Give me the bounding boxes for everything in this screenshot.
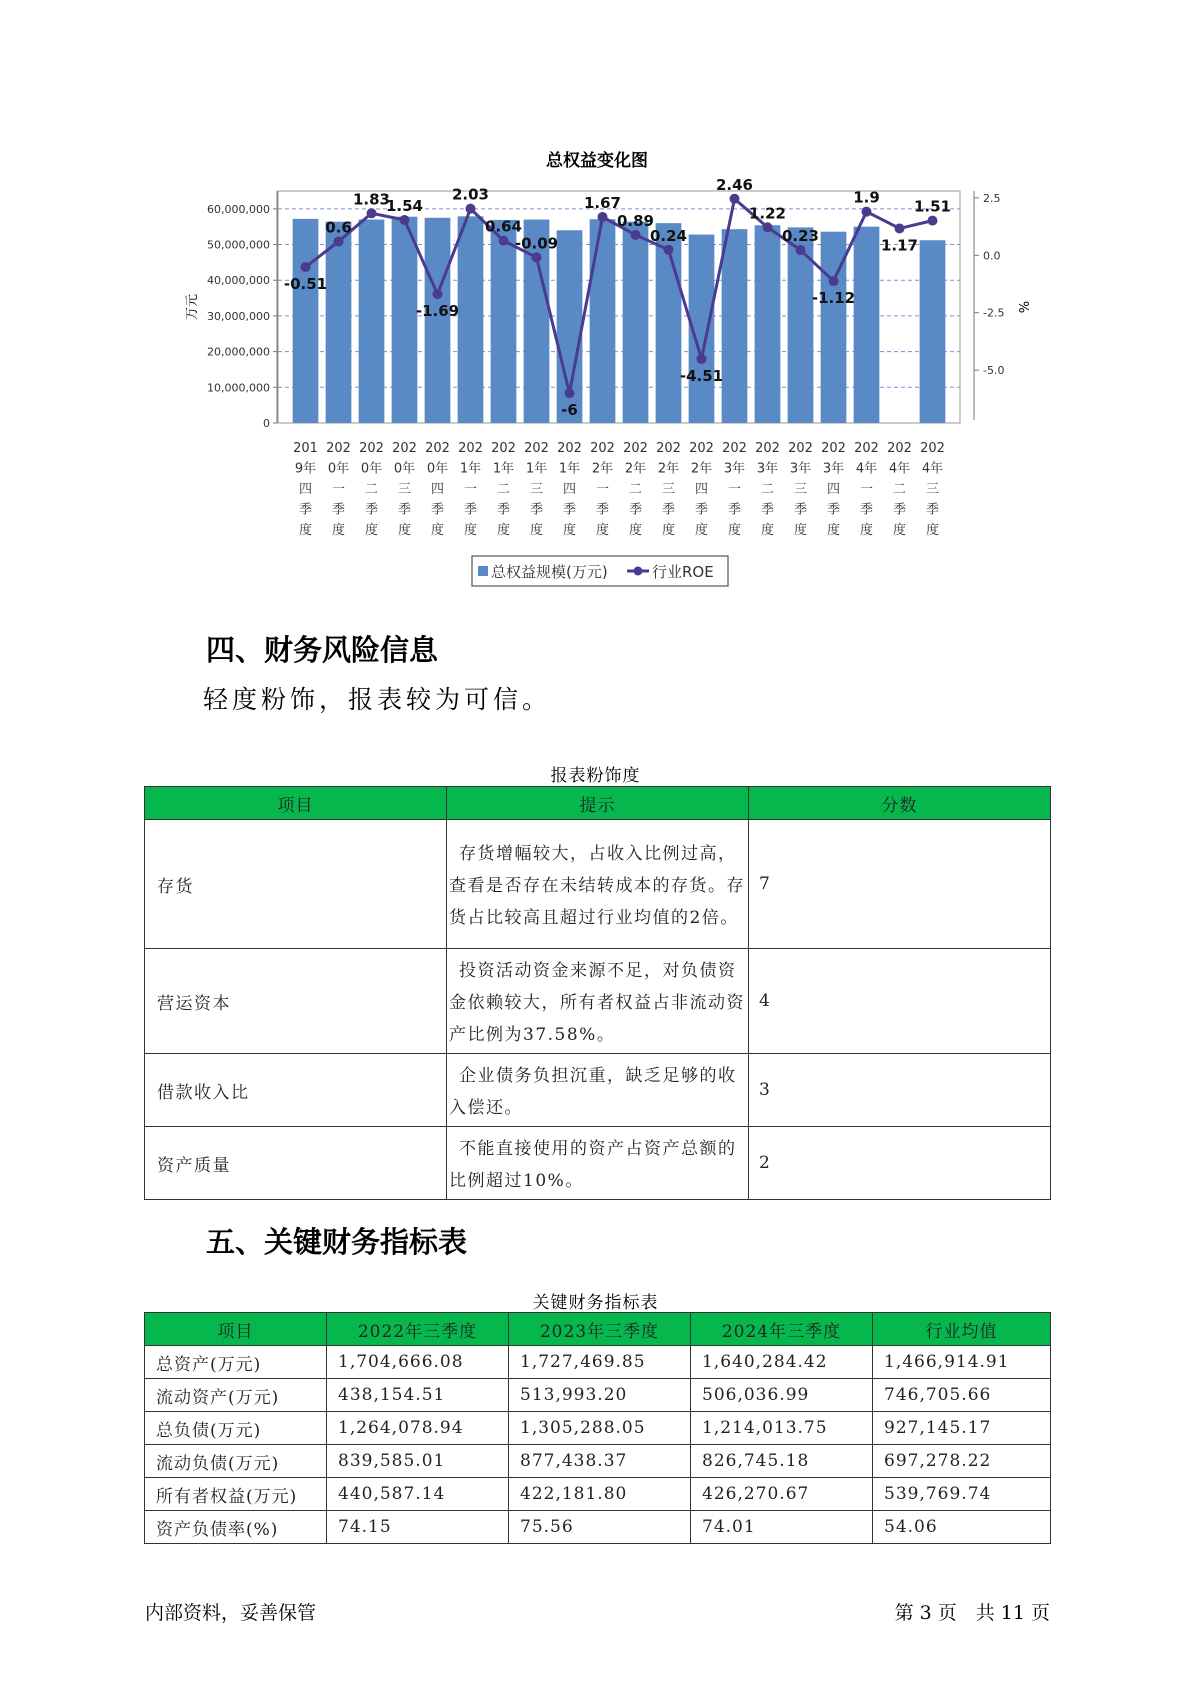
equity-bar: [425, 218, 451, 423]
table-row: [145, 1054, 1051, 1127]
risk-hint: 不能直接使用的资产占资产总额的比例超过10%。: [447, 1127, 749, 1200]
roe-point: [334, 237, 344, 247]
roe-point: [598, 212, 608, 222]
roe-point: [532, 252, 542, 262]
risk-score: 3: [749, 1054, 1051, 1127]
kpi-value: 1,640,284.42: [691, 1346, 873, 1379]
footer-confidential: 内部资料，妥善保管: [145, 1602, 317, 1624]
chart-title: 总权益变化图: [546, 151, 648, 171]
legend-line-label: 行业ROE: [652, 563, 714, 581]
left-tick-label: 10,000,000: [207, 381, 270, 395]
roe-data-label: 0.6: [325, 218, 352, 237]
x-axis-labels: [293, 441, 945, 538]
roe-data-label: 2.03: [451, 185, 490, 204]
table-row: [145, 1445, 1051, 1478]
roe-data-label: 1.9: [853, 188, 880, 207]
equity-bar: [722, 229, 748, 423]
roe-data-label: -1.69: [415, 302, 460, 321]
kpi-value: 746,705.66: [873, 1379, 1051, 1412]
roe-point: [301, 262, 311, 272]
roe-data-label: 0.23: [781, 227, 820, 246]
kpi-value: 1,466,914.91: [873, 1346, 1051, 1379]
roe-point: [499, 236, 509, 246]
kpi-value: 506,036.99: [691, 1379, 873, 1412]
kpi-value: 1,704,666.08: [327, 1346, 509, 1379]
risk-summary: 轻度粉饰，报表较为可信。: [203, 685, 552, 714]
roe-data-label: -4.51: [679, 366, 724, 385]
table-row: [145, 1412, 1051, 1445]
equity-bar: [920, 240, 946, 423]
left-tick-label: 0: [263, 417, 270, 430]
x-tick-label: 202 1年二季度: [491, 441, 516, 538]
kpi-item: 流动负债(万元): [145, 1445, 327, 1478]
x-tick-label: 202 3年二季度: [755, 441, 780, 538]
x-tick-label: 202 4年三季度: [920, 441, 945, 538]
equity-bar: [392, 217, 418, 423]
x-tick-label: 201 9年四季度: [293, 441, 318, 538]
section4-heading: 四、财务风险信息: [206, 633, 439, 667]
x-tick-label: 202 0年三季度: [392, 441, 417, 538]
equity-bar: [359, 220, 385, 423]
kpi-value: 438,154.51: [327, 1379, 509, 1412]
equity-bar: [590, 219, 616, 423]
roe-point: [796, 245, 806, 255]
kpi-value: 539,769.74: [873, 1478, 1051, 1511]
right-tick-label: 2.5: [983, 191, 1001, 205]
kpi-value: 440,587.14: [327, 1478, 509, 1511]
risk-hint: 企业债务负担沉重，缺乏足够的收入偿还。: [447, 1054, 749, 1127]
kpi-value: 826,745.18: [691, 1445, 873, 1478]
risk-score: 7: [749, 820, 1051, 949]
x-tick-label: 202 2年三季度: [656, 441, 681, 538]
kpi-value: 1,727,469.85: [509, 1346, 691, 1379]
risk-hint: 投资活动资金来源不足，对负债资金依赖较大，所有者权益占非流动资产比例为37.58%。: [447, 949, 749, 1054]
roe-point: [565, 388, 575, 398]
x-tick-label: 202 0年二季度: [359, 441, 384, 538]
roe-data-label: -0.51: [283, 275, 328, 294]
risk-header-hint: 提示: [447, 787, 749, 820]
left-tick-label: 50,000,000: [207, 238, 270, 252]
kpi-item: 所有者权益(万元): [145, 1478, 327, 1511]
kpi-value: 697,278.22: [873, 1445, 1051, 1478]
kpi-value: 74.15: [327, 1511, 509, 1544]
roe-point: [730, 194, 740, 204]
left-tick-label: 60,000,000: [207, 202, 270, 216]
left-axis-title: 万元: [185, 293, 200, 321]
left-tick-label: 30,000,000: [207, 309, 270, 323]
x-tick-label: 202 1年四季度: [557, 441, 582, 538]
kpi-value: 426,270.67: [691, 1478, 873, 1511]
kpi-item: 资产负债率(%): [145, 1511, 327, 1544]
table-row: [145, 820, 1051, 949]
equity-bar: [293, 219, 319, 423]
roe-point: [433, 289, 443, 299]
risk-item: 存货: [145, 820, 447, 949]
left-tick-label: 40,000,000: [207, 274, 270, 288]
chart-legend: [472, 556, 728, 586]
roe-data-label: 0.89: [616, 211, 655, 230]
roe-point: [895, 223, 905, 233]
roe-point: [367, 208, 377, 218]
x-tick-label: 202 4年一季度: [854, 441, 879, 538]
roe-point: [664, 245, 674, 255]
equity-bar: [854, 227, 880, 423]
right-tick-label: -2.5: [983, 306, 1005, 320]
roe-data-label: 1.22: [748, 204, 787, 223]
kpi-value: 927,145.17: [873, 1412, 1051, 1445]
equity-bar: [491, 220, 517, 423]
roe-data-label: 1.17: [880, 236, 919, 255]
kpi-header-2024q3: 2024年三季度: [691, 1313, 873, 1346]
kpi-header-2023q3: 2023年三季度: [509, 1313, 691, 1346]
x-tick-label: 202 1年一季度: [458, 441, 483, 538]
x-tick-label: 202 2年四季度: [689, 441, 714, 538]
bar-series: [293, 216, 946, 423]
right-axis: [974, 191, 1004, 420]
kpi-table-caption: 关键财务指标表: [532, 1293, 659, 1313]
x-tick-label: 202 3年四季度: [821, 441, 846, 538]
roe-data-label: 0.64: [484, 217, 523, 236]
roe-data-label: 1.67: [583, 193, 622, 212]
right-axis-title: %: [1015, 300, 1030, 314]
roe-data-label: 0.24: [649, 226, 688, 245]
kpi-header-industry-avg: 行业均值: [873, 1313, 1051, 1346]
roe-point: [400, 215, 410, 225]
x-tick-label: 202 2年一季度: [590, 441, 615, 538]
roe-point: [928, 216, 938, 226]
legend-bar-swatch: [478, 566, 488, 576]
roe-point: [763, 222, 773, 232]
equity-bar: [755, 225, 781, 423]
roe-data-label: 1.83: [352, 190, 391, 209]
roe-point: [862, 207, 872, 217]
kpi-header-item: 项目: [145, 1313, 327, 1346]
table-row: [145, 1346, 1051, 1379]
roe-data-label: -6: [561, 401, 578, 420]
kpi-value: 75.56: [509, 1511, 691, 1544]
risk-header-item: 项目: [145, 787, 447, 820]
x-tick-label: 202 3年三季度: [788, 441, 813, 538]
kpi-value: 422,181.80: [509, 1478, 691, 1511]
kpi-value: 74.01: [691, 1511, 873, 1544]
kpi-value: 839,585.01: [327, 1445, 509, 1478]
kpi-item: 总负债(万元): [145, 1412, 327, 1445]
roe-data-label: 2.46: [715, 175, 754, 194]
x-tick-label: 202 4年二季度: [887, 441, 912, 538]
x-tick-label: 202 2年二季度: [623, 441, 648, 538]
roe-data-label: 1.51: [913, 197, 952, 216]
risk-table-caption: 报表粉饰度: [550, 766, 641, 786]
x-tick-label: 202 0年四季度: [425, 441, 450, 538]
roe-point: [631, 230, 641, 240]
kpi-item: 总资产(万元): [145, 1346, 327, 1379]
risk-item: 借款收入比: [145, 1054, 447, 1127]
roe-point: [697, 354, 707, 364]
table-row: [145, 949, 1051, 1054]
equity-change-chart: [0, 0, 1191, 600]
roe-data-label: -0.09: [514, 234, 559, 253]
x-tick-label: 202 1年三季度: [524, 441, 549, 538]
equity-bar: [458, 216, 484, 423]
risk-score: 2: [749, 1127, 1051, 1200]
roe-data-label: 1.54: [385, 196, 424, 215]
roe-point: [829, 276, 839, 286]
kpi-value: 54.06: [873, 1511, 1051, 1544]
risk-hint: 存货增幅较大，占收入比例过高，查看是否存在未结转成本的存货。存货占比较高且超过行业均值的2倍。: [447, 820, 749, 949]
equity-bar: [623, 222, 649, 423]
roe-point: [466, 204, 476, 214]
kpi-header-2022q3: 2022年三季度: [327, 1313, 509, 1346]
equity-bar: [326, 222, 352, 423]
kpi-table: [144, 1312, 1051, 1544]
roe-data-label: -1.12: [811, 289, 856, 308]
kpi-value: 1,305,288.05: [509, 1412, 691, 1445]
x-tick-label: 202 0年一季度: [326, 441, 351, 538]
section5-heading: 五、关键财务指标表: [206, 1225, 468, 1259]
kpi-value: 877,438.37: [509, 1445, 691, 1478]
risk-score: 4: [749, 949, 1051, 1054]
footer-page-number: 第 3 页 共 11 页: [894, 1602, 1050, 1624]
table-row: [145, 1127, 1051, 1200]
risk-item: 资产质量: [145, 1127, 447, 1200]
legend-bar-label: 总权益规模(万元): [491, 563, 608, 581]
risk-item: 营运资本: [145, 949, 447, 1054]
risk-header-score: 分数: [749, 787, 1051, 820]
risk-table: [144, 786, 1051, 1200]
right-tick-label: -5.0: [983, 364, 1005, 378]
x-tick-label: 202 3年一季度: [722, 441, 747, 538]
right-tick-label: 0.0: [983, 249, 1001, 263]
left-axis: [207, 191, 277, 430]
table-row: [145, 1478, 1051, 1511]
kpi-value: 1,264,078.94: [327, 1412, 509, 1445]
table-row: [145, 1379, 1051, 1412]
kpi-item: 流动资产(万元): [145, 1379, 327, 1412]
kpi-value: 1,214,013.75: [691, 1412, 873, 1445]
left-tick-label: 20,000,000: [207, 345, 270, 359]
table-row: [145, 1511, 1051, 1544]
legend-line-marker: [634, 567, 643, 576]
kpi-value: 513,993.20: [509, 1379, 691, 1412]
